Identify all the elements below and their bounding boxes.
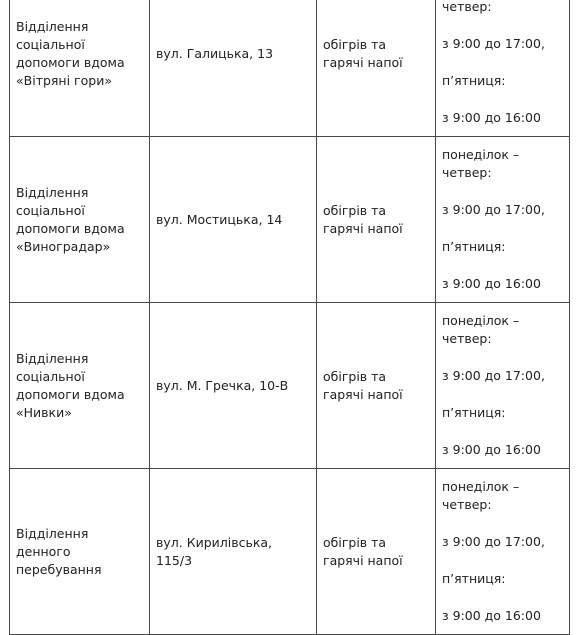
facility-name-cell: Відділення соціальної допомоги вдома «Вітряні гори» xyxy=(10,0,150,137)
hours-weekdays: понеділок – четвер: xyxy=(442,479,520,512)
services-cell: обігрів та гарячі напої xyxy=(317,0,436,137)
hours-weekdays-time: з 9:00 до 17:00, xyxy=(442,534,545,549)
hours-weekdays-time: з 9:00 до 17:00, xyxy=(442,368,545,383)
hours-friday-time: з 9:00 до 16:00 xyxy=(442,110,541,125)
hours-cell xyxy=(436,137,570,303)
facility-name-cell: Відділення денного перебування xyxy=(10,469,150,635)
table-row xyxy=(10,469,570,635)
services-cell: обігрів та гарячі напої xyxy=(317,137,436,303)
hours-friday-time: з 9:00 до 16:00 xyxy=(442,276,541,291)
services-cell: обігрів та гарячі напої xyxy=(317,303,436,469)
hours-weekdays-time: з 9:00 до 17:00, xyxy=(442,36,545,51)
hours-friday: п’ятниця: xyxy=(442,571,506,586)
address-cell: вул. Мостицька, 14 xyxy=(150,137,317,303)
hours-friday: п’ятниця: xyxy=(442,405,506,420)
services-cell: обігрів та гарячі напої xyxy=(317,469,436,635)
hours-cell xyxy=(436,303,570,469)
table-row xyxy=(10,137,570,303)
hours-friday: п’ятниця: xyxy=(442,239,506,254)
hours-weekdays: понеділок – четвер: xyxy=(442,147,520,180)
hours-weekdays: понеділок – четвер: xyxy=(442,313,520,346)
hours-cell xyxy=(436,469,570,635)
address-cell: вул. Кирилівська, 115/3 xyxy=(150,469,317,635)
shelters-table-container xyxy=(9,0,569,635)
hours-cell xyxy=(436,0,570,137)
shelters-table xyxy=(9,0,570,635)
facility-name-cell: Відділення соціальної допомоги вдома «Виноградар» xyxy=(10,137,150,303)
facility-name-cell: Відділення соціальної допомоги вдома «Нивки» xyxy=(10,303,150,469)
hours-friday-time: з 9:00 до 16:00 xyxy=(442,442,541,457)
hours-friday-time: з 9:00 до 16:00 xyxy=(442,608,541,623)
hours-weekdays: четвер: xyxy=(442,0,492,14)
table-row xyxy=(10,0,570,137)
hours-weekdays-time: з 9:00 до 17:00, xyxy=(442,202,545,217)
address-cell: вул. М. Гречка, 10-В xyxy=(150,303,317,469)
address-cell: вул. Галицька, 13 xyxy=(150,0,317,137)
table-row xyxy=(10,303,570,469)
hours-friday: п’ятниця: xyxy=(442,73,506,88)
